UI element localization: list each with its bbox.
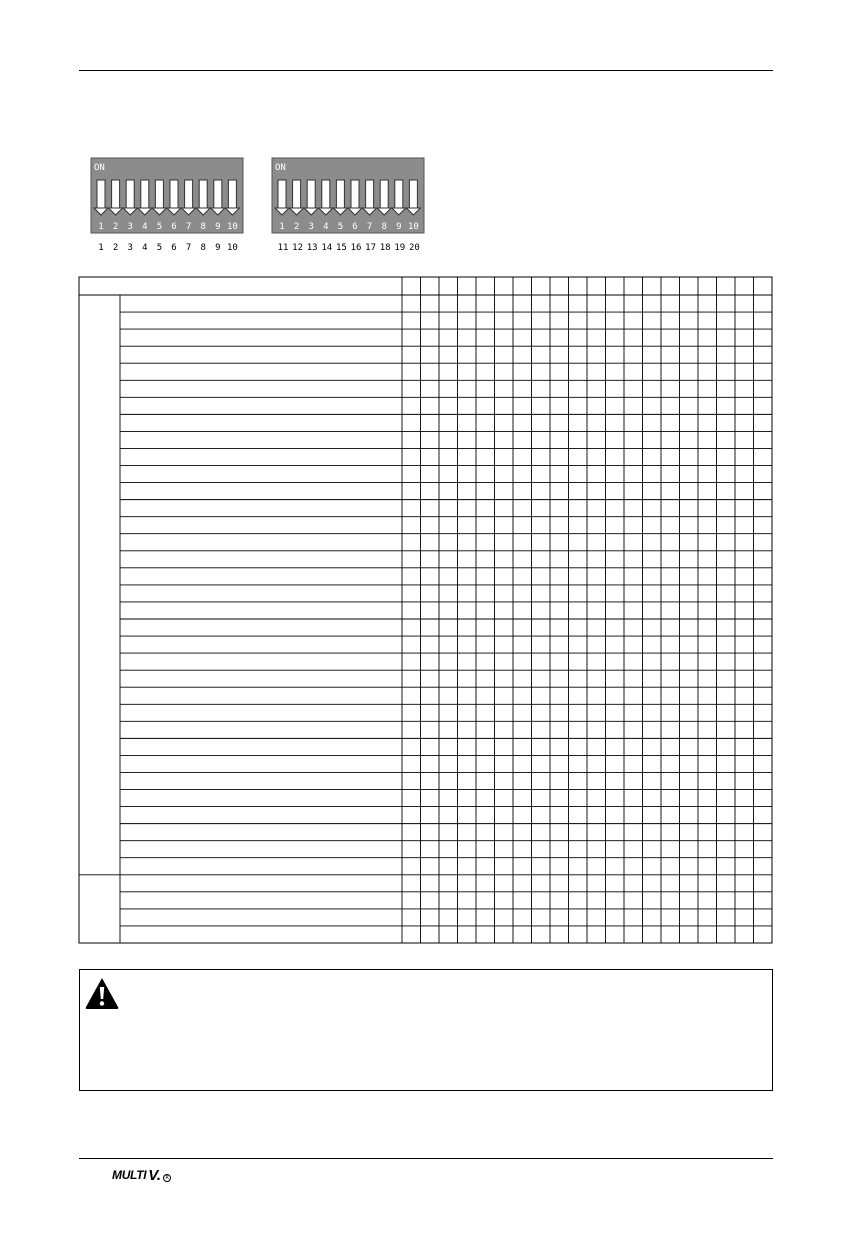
dip-switch-number: 17 — [365, 243, 377, 253]
dip-switch-number: 1 — [98, 243, 104, 253]
dip-switch-number: 10 — [226, 243, 238, 253]
dip-body-number: 3 — [127, 222, 133, 232]
dip-body-number: 4 — [323, 222, 329, 232]
dip-body-number: 10 — [407, 222, 419, 232]
dip-switch-number: 5 — [156, 243, 163, 253]
dip-body-number: 9 — [396, 222, 402, 232]
dip-body-number: 5 — [337, 222, 344, 232]
dip-body-number: 8 — [381, 222, 387, 232]
warning-triangle-icon — [83, 975, 121, 1011]
dip-switch-number: 14 — [321, 243, 333, 253]
dip-switch-number: 15 — [335, 243, 347, 253]
table-border — [79, 277, 772, 943]
dip-on-label: ON — [94, 163, 105, 173]
dip-switch-number: 2 — [112, 243, 119, 253]
dip-switch-number: 7 — [185, 243, 192, 253]
dip-switch-number: 11 — [277, 243, 289, 253]
caution-box — [79, 969, 773, 1091]
dip-body-number: 10 — [226, 222, 238, 232]
dip-switch-number: 8 — [200, 243, 206, 253]
brand-name: MULTI — [112, 1168, 147, 1182]
registered-mark: R — [163, 1174, 171, 1182]
dip-switch-number: 3 — [127, 243, 133, 253]
dip-body-number: 7 — [185, 222, 192, 232]
dip-switch-number: 13 — [306, 243, 318, 253]
dip-body-number: 2 — [293, 222, 300, 232]
dip-switch-number: 9 — [215, 243, 221, 253]
dip-body-number: 6 — [352, 222, 358, 232]
dip-body-number: 7 — [366, 222, 373, 232]
dip-body-number: 6 — [171, 222, 177, 232]
dip-body-number: 5 — [156, 222, 163, 232]
dip-switch-number: 18 — [379, 243, 391, 253]
dip-switch-number: 4 — [142, 243, 148, 253]
brand-logo — [112, 1168, 171, 1182]
footer-rule — [79, 1158, 773, 1159]
dip-switch-number: 12 — [292, 243, 304, 253]
dip-switch-number: 19 — [394, 243, 406, 253]
dip-body-number: 3 — [308, 222, 314, 232]
dip-body-number: 4 — [142, 222, 148, 232]
dip-switch-number: 20 — [408, 243, 420, 253]
dip-on-label: ON — [275, 163, 286, 173]
dip-switch-number: 16 — [350, 243, 362, 253]
dip-body-number: 9 — [215, 222, 221, 232]
dip-body-number: 2 — [112, 222, 119, 232]
dip-body-number: 8 — [200, 222, 206, 232]
dip-switch-number: 6 — [171, 243, 177, 253]
dip-body-number: 1 — [279, 222, 285, 232]
dip-body-number: 1 — [98, 222, 104, 232]
brand-suffix: V. — [148, 1167, 162, 1184]
